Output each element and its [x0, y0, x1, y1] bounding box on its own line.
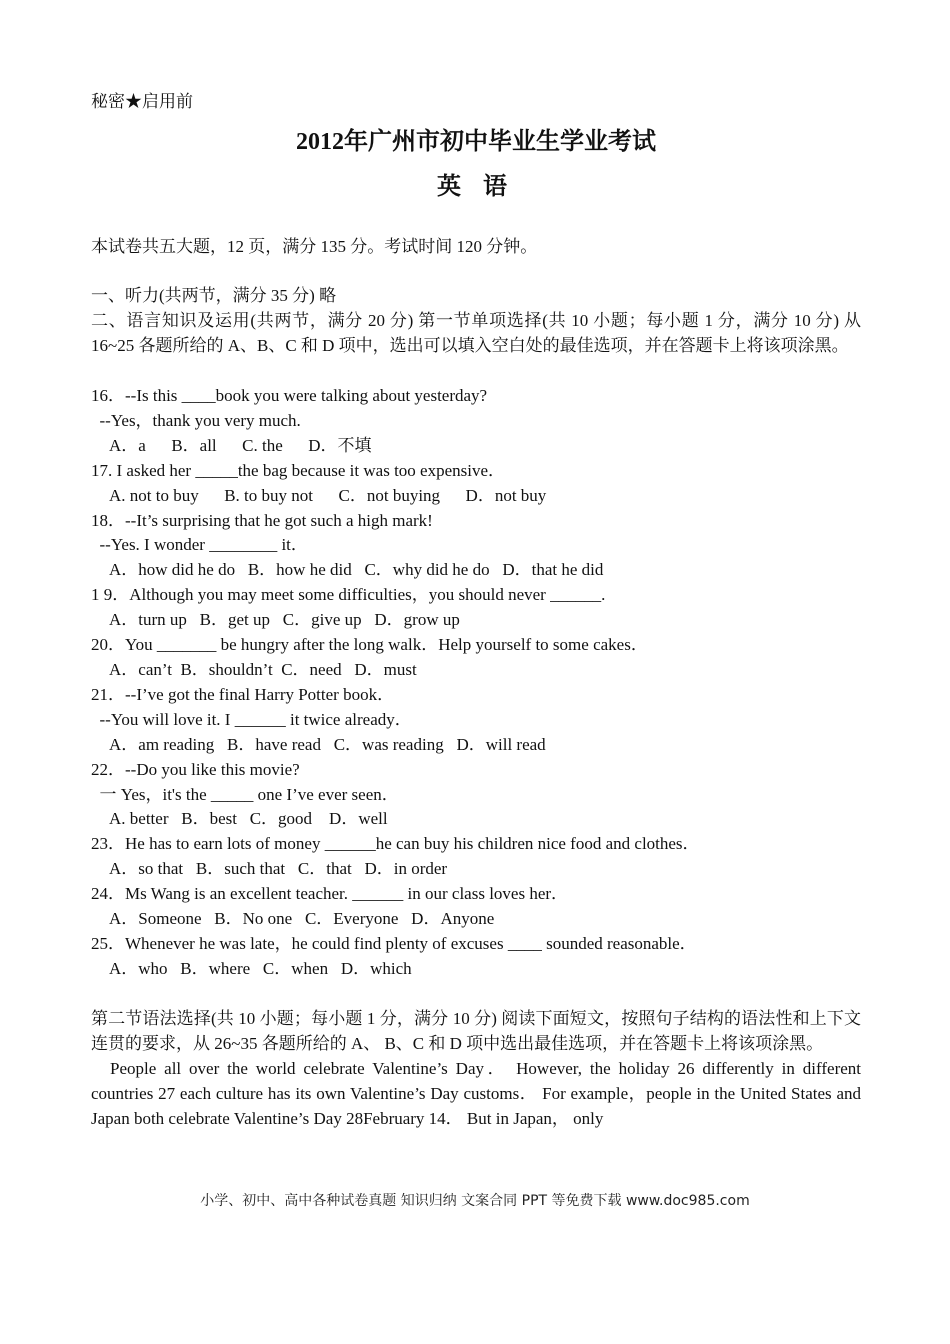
- question-line: 18．--It’s surprising that he got such a high mark!: [91, 510, 433, 530]
- answer-options: A．who B．where C．when D．which: [109, 958, 412, 978]
- subject-title: 英 语: [437, 174, 515, 200]
- question-line: 23．He has to earn lots of money ______he can buy his children nice food and clothes．: [91, 834, 700, 854]
- answer-options: A．am reading B．have read C．was reading D．will read: [109, 734, 546, 754]
- answer-options: A．can’t B．shouldn’t C．need D．must: [109, 659, 417, 679]
- question-line: 17. I asked her _____the bag because it was too expensive．: [91, 460, 506, 480]
- answer-options: A．how did he do B．how he did C．why did he do D．that he did: [109, 560, 604, 580]
- question-list: [91, 384, 861, 982]
- answer-options: A．a B．all C. the D．不填: [109, 435, 372, 455]
- section-2-part-2-instructions: 第二节语法选择(共 10 小题；每小题 1 分，满分 10 分) 阅读下面短文，按照句子结构的语法性和上下文连贯的要求，从 26~35 各题所给的 A、 B、C 和 D 项中选出最佳选项，并在答题卡上将该项涂黑。: [91, 1008, 861, 1053]
- confidential-label: 秘密★启用前: [91, 92, 193, 111]
- question-line: 一 Yes，it's the _____ one I’ve ever seen．: [91, 784, 399, 804]
- spacer: [91, 982, 861, 1006]
- exam-intro: 本试卷共五大题，12 页，满分 135 分。考试时间 120 分钟。: [91, 237, 538, 256]
- section-1-heading: 一、听力(共两节，满分 35 分) 略: [91, 286, 337, 305]
- question-line: --You will love it. I ______ it twice already．: [91, 709, 412, 729]
- answer-options: A. better B．best C．good D．well: [109, 809, 388, 829]
- question-line: 22．--Do you like this movie?: [91, 759, 300, 779]
- answer-options: A．so that B．such that C．that D．in order: [109, 859, 448, 879]
- page-footer: 小学、初中、高中各种试卷真题 知识归纳 文案合同 PPT 等免费下载 www.doc985.com: [200, 1193, 750, 1209]
- question-line: 1 9．Although you may meet some difficulties，you should never ______.: [91, 585, 606, 605]
- reading-passage: People all over the world celebrate Valentine’s Day． However, the holiday 26 differently in different countries 27 each culture has its own Valentine’s Day customs． For example，people in the United States and Japan both celebrate Valentine’s Day 28February 14． But in Japan， only: [91, 1058, 861, 1128]
- question-line: --Yes. I wonder ________ it．: [91, 535, 308, 555]
- spacer: [91, 358, 861, 384]
- question-line: 25．Whenever he was late，he could find plenty of excuses ____ sounded reasonable．: [91, 933, 697, 953]
- question-line: 16．--Is this ____book you were talking about yesterday?: [91, 386, 488, 405]
- question-line: 20．You _______ be hungry after the long walk．Help yourself to some cakes．: [91, 635, 648, 655]
- exam-page: [91, 90, 861, 1131]
- answer-options: A．turn up B．get up C．give up D．grow up: [109, 610, 460, 630]
- answer-options: A．Someone B．No one C．Everyone D．Anyone: [109, 909, 495, 929]
- question-line: --Yes，thank you very much.: [91, 410, 301, 430]
- answer-options: A. not to buy B. to buy not C．not buying D．not buy: [109, 485, 547, 505]
- spacer: [91, 259, 861, 283]
- exam-title: 2012年广州市初中毕业生学业考试: [296, 129, 656, 155]
- question-line: 21．--I’ve got the final Harry Potter book．: [91, 684, 395, 704]
- section-2-instructions: 二、语言知识及运用(共两节，满分 20 分) 第一节单项选择(共 10 小题；每小题 1 分，满分 10 分) 从 16~25 各题所给的 A、B、C 和 D 项中，选出可以填入空白处的最佳选项，并在答题卡上将该项涂黑。: [91, 311, 861, 355]
- question-line: 24．Ms Wang is an excellent teacher. ______ in our class loves her．: [91, 884, 569, 904]
